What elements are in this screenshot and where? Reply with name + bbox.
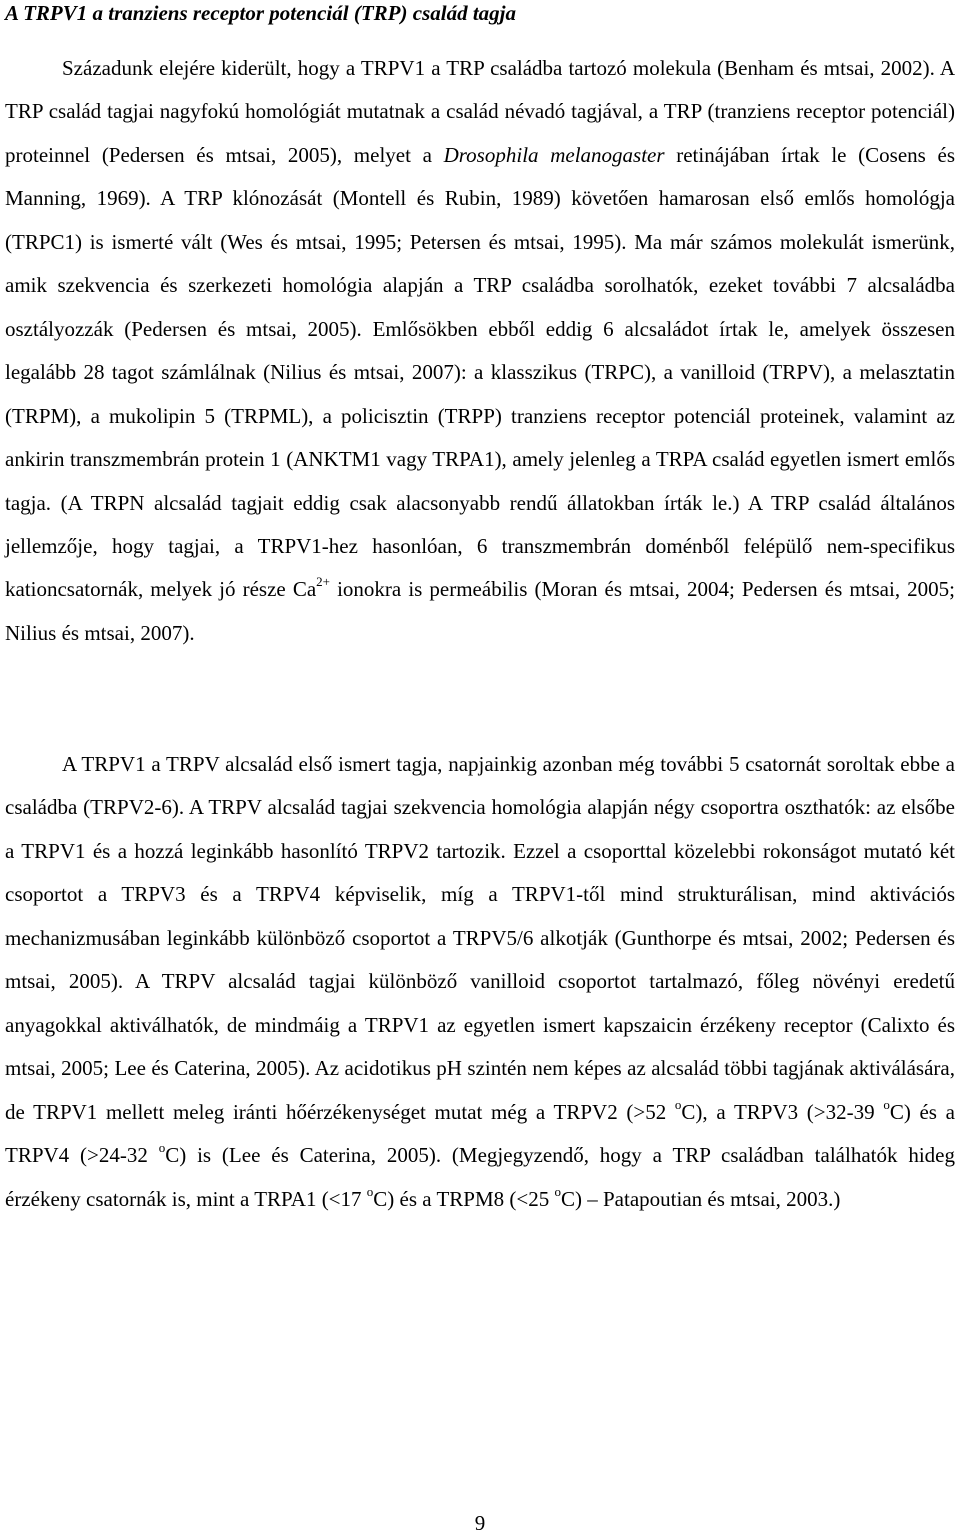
- degree-superscript-4: o: [366, 1183, 374, 1199]
- paragraph-2: [5, 743, 955, 1221]
- paragraph-2-text-b: C), a TRPV3 (>32-39: [681, 1099, 884, 1124]
- paragraph-2-text-f: C) – Patapoutian és mtsai, 2003.): [561, 1186, 841, 1211]
- degree-superscript-5: o: [554, 1183, 561, 1199]
- paragraph-2-text-a: A TRPV1 a TRPV alcsalád első ismert tagja, napjainkig azonban még további 5 csatornát soroltak ebbe a családba (TRPV2-6). A TRPV alcsalád tagjai szekvencia homológia alapján négy csoportra oszthatók: az elsőbe a TRPV1 és a hozzá leginkább hasonlító TRPV2 tartozik. Ezzel a csoporttal közelebbi rokonságot mutató két csoportot a TRPV3 és a TRPV4 képviselik, míg a TRPV1-től mind strukturálisan, mind aktivációs mechanizmusában leginkább különböző csoportot a TRPV5/6 alkotják (Gunthorpe és mtsai, 2002; Pedersen és mtsai, 2005). A TRPV alcsalád tagjai különböző vanilloid csoportot tartalmazó, főleg növényi eredetű anyagokkal aktiválhatók, de mindmáig a TRPV1 az egyetlen ismert kapszaicin érzékeny receptor (Calixto és mtsai, 2005; Lee és Caterina, 2005). Az acidotikus pH szintén nem képes az alcsalád többi tagjának aktiválására, de TRPV1 mellett meleg iránti hőérzékenységet mutat még a TRPV2 (>52: [5, 752, 955, 1124]
- paragraph-2-text-d: C) is (Lee és Caterina, 2005). (Megjegyzendő, hogy a TRP családban találhatók hideg érzékeny csatornák is, mint a TRPA1 (<17: [5, 1143, 955, 1211]
- paragraph-1-text-b: retinájában írtak le (Cosens és Manning, 1969). A TRP klónozását (Montell és Rubin, 1989) követően hamarosan első emlős homológja (TRPC1) is ismerté vált (Wes és mtsai, 1995; Petersen és mtsai, 1995). Ma már számos molekulát ismerünk, amik szekvencia és szerkezeti homológia alapján a TRP családba sorolhatók, ezeket további 7 alcsaládba osztályozzák (Pedersen és mtsai, 2005). Emlősökben ebből eddig 6 alcsaládot írtak le, amelyek összesen legalább 28 tagot számlálnak (Nilius és mtsai, 2007): a klasszikus (TRPC), a vanilloid (TRPV), a melasztatin (TRPM), a mukolipin 5 (TRPML), a policisztin (TRPP) tranziens receptor potenciál proteinek, valamint az ankirin transzmembrán protein 1 (ANKTM1 vagy TRPA1), amely jelenleg a TRPA család egyetlen ismert emlős tagja. (A TRPN alcsalád tagjait eddig csak alacsonyabb rendű állatokban írták le.) A TRP család általános jellemzője, hogy tagjai, a TRPV1-hez hasonlóan, 6 transzmembrán doménből felépülő nem-specifikus kationcsatornák, melyek jó része Ca: [5, 142, 955, 602]
- paragraph-1-text-c: ionokra is permeábilis (Moran és mtsai, 2004; Pedersen és mtsai, 2005; Nilius és mtsai, 2007).: [5, 577, 955, 645]
- calcium-charge-superscript: 2+: [316, 574, 330, 590]
- page-number: 9: [474, 1511, 486, 1535]
- paragraph-1-text-a: Századunk elejére kiderült, hogy a TRPV1 a TRP családba tartozó molekula (Benham és mtsai, 2002). A TRP család tagjai nagyfokú homológiát mutatnak a család névadó tagjával, a TRP (tranziens receptor potenciál) proteinnel (Pedersen és mtsai, 2005), melyet a: [5, 56, 955, 167]
- degree-superscript-3: o: [158, 1140, 166, 1156]
- paragraph-1: [5, 47, 955, 655]
- paragraph-2-text-c: C) és a TRPV4 (>24-32: [5, 1099, 955, 1168]
- paragraph-2-text-e: C) és a TRPM8 (<25: [373, 1186, 555, 1211]
- degree-superscript-1: o: [674, 1096, 682, 1112]
- degree-superscript-2: o: [883, 1096, 890, 1112]
- section-heading: A TRPV1 a tranziens receptor potenciál (TRP) család tagja: [5, 1, 516, 25]
- species-name: Drosophila melanogaster: [443, 142, 665, 167]
